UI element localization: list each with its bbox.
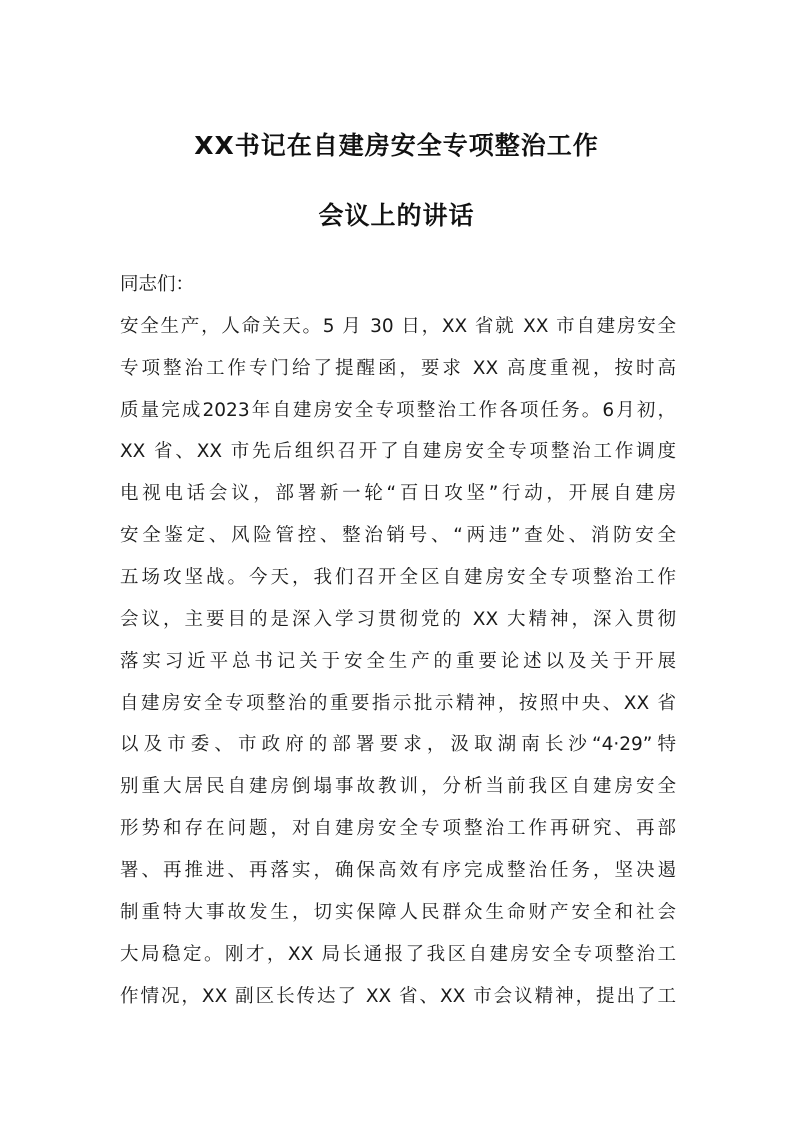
body-line-4: XX 省、XX 市先后组织召开了自建房安全专项整治工作调度 — [120, 441, 676, 462]
body-line-2: 专项整治工作专门给了提醒函，要求 XX 高度重视，按时高 — [120, 358, 676, 379]
body-line-9: 落实习近平总书记关于安全生产的重要论述以及关于开展 — [120, 651, 676, 672]
body-line-5: 电视电话会议，部署新一轮“百日攻坚”行动，开展自建房 — [120, 483, 676, 504]
body-line-3: 质量完成2023年自建房安全专项整治工作各项任务。6月初， — [120, 400, 676, 421]
body-line-16: 大局稳定。刚才，XX 局长通报了我区自建房安全专项整治工 — [120, 944, 676, 965]
body-line-6: 安全鉴定、风险管控、整治销号、“两违”查处、消防安全 — [120, 525, 676, 546]
document-title-line-1: XX书记在自建房安全专项整治工作 — [194, 131, 599, 160]
body-line-11: 以及市委、市政府的部署要求，汲取湖南长沙“4·29”特 — [120, 734, 676, 755]
body-line-12: 别重大居民自建房倒塌事故教训，分析当前我区自建房安全 — [120, 776, 676, 797]
body-line-1: 安全生产，人命关天。5 月 30 日，XX 省就 XX 市自建房安全 — [120, 316, 676, 337]
body-line-13: 形势和存在问题，对自建房安全专项整治工作再研究、再部 — [120, 818, 676, 839]
body-line-14: 署、再推进、再落实，确保高效有序完成整治任务，坚决遏 — [120, 860, 676, 881]
body-line-8: 会议，主要目的是深入学习贯彻党的 XX 大精神，深入贯彻 — [120, 609, 676, 630]
body-line-15: 制重特大事故发生，切实保障人民群众生命财产安全和社会 — [120, 902, 676, 923]
body-line-10: 自建房安全专项整治的重要指示批示精神，按照中央、XX 省 — [120, 693, 676, 714]
body-line-7: 五场攻坚战。今天，我们召开全区自建房安全专项整治工作 — [120, 567, 676, 588]
document-title-line-2: 会议上的讲话 — [318, 201, 475, 230]
salutation: 同志们： — [120, 274, 195, 295]
body-line-17: 作情况，XX 副区长传达了 XX 省、XX 市会议精神，提出了工 — [120, 986, 676, 1007]
